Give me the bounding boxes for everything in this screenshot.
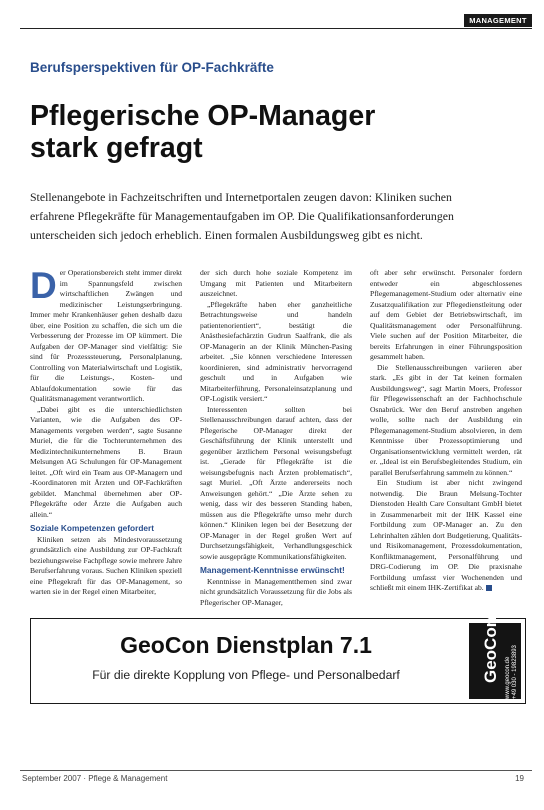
footer-rule (20, 770, 532, 771)
paragraph-text: er Operationsbereich steht immer direkt im Spannungsfeld zwischen wirtschaftlichen Zwängen und medizinischer Leistungserbringung. Immer mehr Krankenhäuser gehen deshalb dazu über, eine Position zu schaffen, die sich um die Verbesserung der Prozesse im OP kümmert. Die Aufgaben der OP-Manager sind vielfältig: Sie sind für Prozesssteuerung, Personalplanung, Controlling von Materialwirtschaft und Logistik, für die Leistungs-, Kosten- und Ablaufdokumentation sowie für das Qualitätsmanagement verantwortlich. (30, 268, 182, 403)
paragraph: Kenntnisse in Managementthemen sind zwar nicht grundsätzlich Voraussetzung für die Jobs als Pflegerischer OP-Manager, (200, 576, 352, 607)
paragraph: Kliniken setzen als Mindestvoraussetzung grundsätzlich eine Ausbildung zur OP-Fachkraft beziehungsweise Fachpflege sowie mehrere Jahre Berufserfahrung voraus. Suchen Kliniken speziell eine Pflegekraft für das OP-Management, so warten sie in der Regel einen Mitarbeiter, (30, 534, 182, 596)
paragraph: der sich durch hohe soziale Kompetenz im Umgang mit Patienten und Mitarbeitern auszeichnet. (200, 268, 352, 298)
logo-phone: +49 030 - 19823893 (512, 645, 518, 699)
ad-product-name: GeoCon Dienstplan 7.1 (120, 632, 372, 658)
end-of-article-square (486, 585, 492, 591)
footer-issue: September 2007 · Pflege & Management (22, 774, 168, 783)
lead-paragraph (30, 188, 522, 245)
lead-line-3: unterscheiden sich jedoch erheblich. Einen formalen Ausbildungsweg gibt es nicht. (30, 228, 423, 242)
lead-line-2: erfahrene Pflegekräfte für Managementaufgaben im OP. Die Qualifikationsanforderungen (30, 209, 454, 223)
lead-line-1: Stellenangebote in Fachzeitschriften und Internetportalen zeugen davon: Kliniken suchen (30, 190, 452, 204)
paragraph-text: Ein Studium ist aber nicht zwingend notwendig. Die Braun Melsung-Tochter Dienstoden Health Care Consultant GmbH bietet in Zusammenarbeit mit der IHK Kassel eine Fortbildung zum OP-Manager an. Zu den Lehrinhalten zählen dort Budgetierung, Qualitäts- und Risikomanagement, Prozessdokumentation, Konfliktmanagement, Personalführung und DRG-Codierung im OP. Die praxisnahe Fortbildung umfasst vier Wochenenden und schließt mit einem IHK-Zertifikat ab. (370, 478, 522, 592)
paragraph: oft aber sehr erwünscht. Personaler fordern entweder ein abgeschlossenes Pflegemanagement-Studium oder alternativ eine Zusatzqualifikation zur Pflegedienstleitung oder auf dem Gebiet der Betriebswirtschaft, im Qualitätsmanagement oder Personalführung. Viele suchen auf der Position Mitarbeiter, die bereits Erfahrungen in einer Führungsposition gesammelt haben. (370, 268, 522, 361)
column-1 (30, 268, 182, 610)
logo-url: www.geocon.de (505, 656, 511, 699)
headline-line-2: stark gefragt (30, 132, 203, 164)
paragraph (30, 268, 182, 405)
column-3 (370, 268, 522, 610)
subheading: Management-Kenntnisse erwünscht! (200, 565, 345, 575)
paragraph: Die Stellenausschreibungen variieren aber stark. „Es gibt in der Tat keinen formalen Ausbildungsweg“, sagt Martin Moers, Professor für Pflegewissenschaft an der Fachhochschule Osnabrück. Wer den Beruf anstreben angehen wolle, sollte nach der Ausbildung ein Pflegemanagement-Studium absolvieren, in dem Kenntnisse über Prozessoptimierung und Organisationsentwicklung vermittelt werden, rät er. „Ideal ist ein Berufsbegleitendes Studium, ein parallel Berufserfahrung sammeln zu können.“ (370, 362, 522, 477)
section-tag: MANAGEMENT (464, 14, 532, 27)
column-2 (200, 268, 352, 610)
paragraph: „Dabei gibt es die unterschiedlichsten Varianten, wie die Aufgaben des OP-Managements vergeben werden“, sagte Susanne Muriel, die für die Tochterunternehmen des Medizintechnikunternehmens B. Braun Melsungen AG Schulungen für OP-Management leitet. „Oft wird ein Team aus OP-Managern und -Koordinatoren mit Ärzten und OP-Fachkräften gebildet. Manchmal übernehmen aber OP-Pflegekräfte oder Ärzte die Aufgaben auch allein.“ (30, 404, 182, 519)
paragraph: „Pflegekräfte haben eher ganzheitliche Betrachtungsweise und handeln patientenorientiert“, bestätigt die Anästhesiefachärztin Gudrun Saalfrank, die als OP-Managerin an der Klinik München-Pasing arbeitet. „Sie können verschiedene Interessen koordinieren, sind administrativ hervorragend geschult und in Aufgaben wie Mitarbeiterführung, Personaleinsatzplanung und OP-Logistik versiert.“ (200, 299, 352, 403)
header-rule (20, 28, 532, 29)
geocon-logo (469, 616, 521, 699)
kicker: Berufsperspektiven für OP-Fachkräfte (30, 60, 274, 75)
headline-line-1: Pflegerische OP-Manager (30, 100, 376, 132)
paragraph (370, 478, 522, 594)
logo-brand-text: GeoCon (481, 616, 500, 683)
drop-cap: D (30, 268, 57, 306)
subheading: Soziale Kompetenzen gefordert (30, 523, 155, 533)
headline (30, 100, 520, 164)
article-body (30, 268, 522, 610)
logo-contact-text (505, 635, 519, 699)
page-number: 19 (515, 774, 524, 783)
paragraph: Interessenten sollten bei Stellenausschreibungen darauf achten, dass der Pflegerische OP-Manager direkt der Geschäftsführung der Klinik unterstellt und gegenüber ärztlichem Personal weisungsbefugt ist. „Gerade für Pflegekräfte ist die weisungsbefugnis nach Ärzten problematisch“, sagt Muriel. „Oft Ärzte andererseits noch Anweisungen gehört.“ „Die Ärzte sehen zu wenig, dass wir des besseren Standing haben, müssen aus die Pflegekräfte umso mehr durch können.“ Kliniken legen bei der Besetzung der OP-Manager in der Regel großen Wert auf Durchsetzungsfähigkeit, Verhandlungsgeschick sowie ausgeprägte Kommunikationsfähigkeiten. (200, 404, 352, 561)
geocon-advertisement[interactable] (30, 618, 526, 704)
ad-tagline: Für die direkte Kopplung von Pflege- und Personalbedarf (92, 668, 400, 682)
